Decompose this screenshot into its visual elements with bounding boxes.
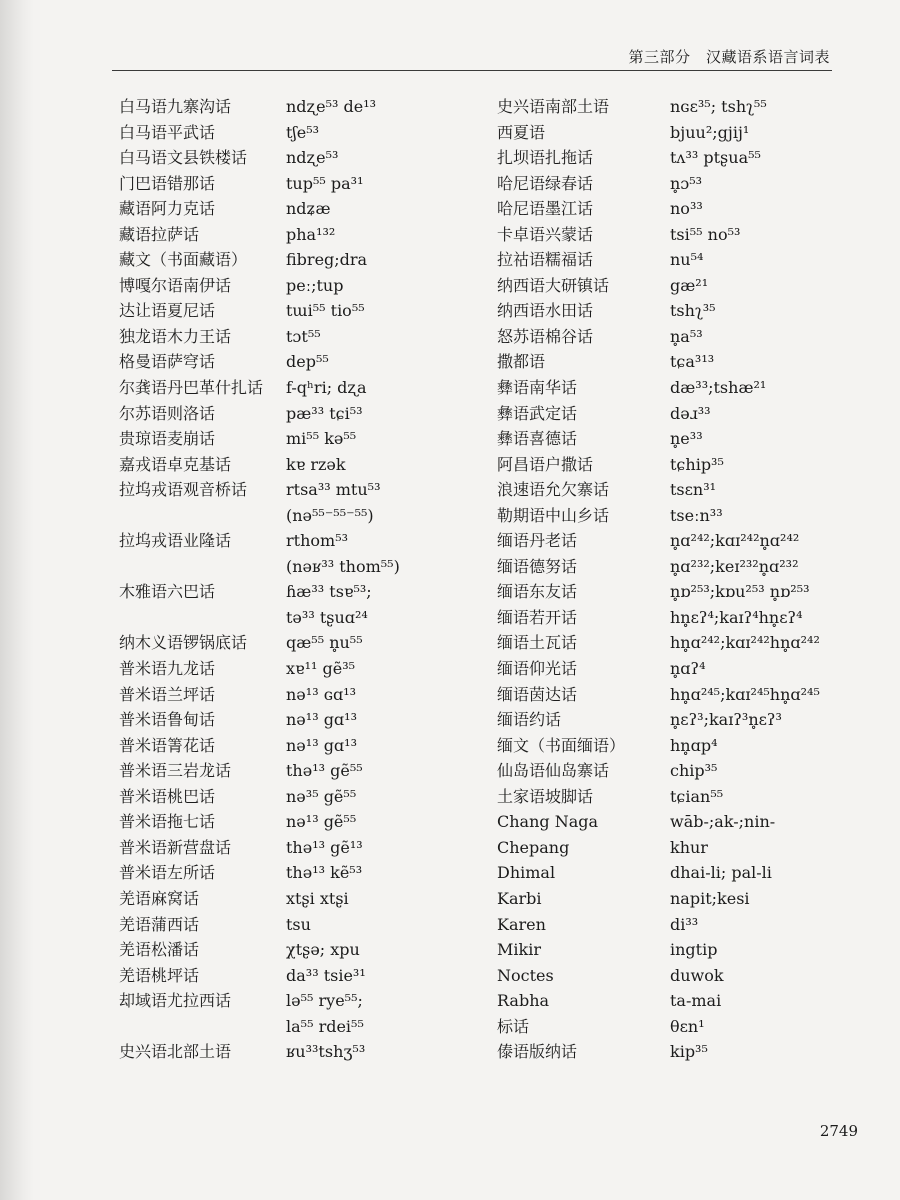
entry-row [497, 758, 820, 784]
language-name: 普米语鲁甸话 [119, 710, 216, 730]
entry-row [497, 273, 820, 299]
entry-row [119, 94, 400, 120]
language-name: 羌语麻窝话 [119, 888, 200, 908]
language-name: 普米语箐花话 [119, 735, 216, 755]
language-name: 尔苏语则洛话 [119, 403, 216, 423]
entry-row [119, 426, 400, 452]
word-form: kɐ rzək [286, 454, 346, 474]
entry-row [497, 503, 820, 529]
entry-row [119, 273, 400, 299]
entry-row [119, 809, 400, 835]
word-form: hn̥ɑ²⁴²;kɑɪ²⁴²hn̥ɑ²⁴² [670, 633, 820, 653]
language-name: 普米语九龙话 [119, 659, 216, 679]
entry-row [497, 835, 820, 861]
word-form: f-qʰri; dʐa [286, 378, 367, 398]
language-name: 普米语新营盘话 [119, 837, 232, 857]
word-form: ɦæ³³ tsɐ⁵³; [286, 582, 372, 602]
word-form: ndʐe⁵³ [286, 148, 339, 168]
entry-row [497, 120, 820, 146]
entry-row [497, 247, 820, 273]
language-name: 普米语兰坪话 [119, 684, 216, 704]
word-form: thə¹³ kẽ⁵³ [286, 863, 363, 883]
entry-row [119, 835, 400, 861]
language-name: 扎坝语扎拖话 [497, 148, 594, 168]
word-form: ʁu³³tshʒ⁵³ [286, 1042, 366, 1062]
entry-row [119, 860, 400, 886]
header-rule [112, 70, 832, 71]
language-name: 仙岛语仙岛寨话 [497, 761, 610, 781]
word-form: gæ²¹ [670, 275, 709, 295]
word-form: n̥a⁵³ [670, 326, 703, 346]
entry-row [119, 324, 400, 350]
word-form: n̥ɒ²⁵³;kɒu²⁵³ n̥ɒ²⁵³ [670, 582, 810, 602]
word-form: kip³⁵ [670, 1042, 708, 1062]
language-name: 史兴语北部土语 [119, 1042, 232, 1062]
word-form: pha¹³² [286, 224, 336, 244]
word-form: rthom⁵³ [286, 531, 349, 551]
left-column [119, 94, 400, 1065]
entry-row [497, 733, 820, 759]
entry-row [497, 784, 820, 810]
word-form: thə¹³ gẽ⁵⁵ [286, 761, 363, 781]
language-name: 缅语土瓦话 [497, 633, 578, 653]
language-name: 嘉戎语卓克基话 [119, 454, 232, 474]
entry-row [497, 222, 820, 248]
running-header: 第三部分 汉藏语系语言词表 [628, 48, 830, 66]
entry-row [497, 477, 820, 503]
word-form: nɢɛ³⁵; tshʅ⁵⁵ [670, 97, 767, 116]
language-name: 傣语版纳话 [497, 1042, 578, 1062]
language-name: 怒苏语棉谷话 [497, 326, 594, 346]
entry-row [497, 860, 820, 886]
language-name: 缅语仰光话 [497, 659, 578, 679]
entry-row [119, 912, 400, 938]
word-form: tɕa³¹³ [670, 352, 715, 372]
word-form: tɕian⁵⁵ [670, 786, 724, 806]
entry-row [497, 988, 820, 1014]
entry-row [497, 707, 820, 733]
language-name: 浪速语允欠寨话 [497, 480, 610, 500]
word-form: la⁵⁵ rdei⁵⁵ [286, 1016, 364, 1036]
word-form: tɕhip³⁵ [670, 454, 724, 474]
entry-row [119, 886, 400, 912]
entry-row [119, 222, 400, 248]
word-form: nu⁵⁴ [670, 250, 704, 270]
language-name: 却域语尤拉西话 [119, 991, 232, 1011]
word-form: qæ⁵⁵ n̥u⁵⁵ [286, 633, 363, 653]
word-form: tʃe⁵³ [286, 122, 320, 142]
language-name: Karbi [497, 888, 542, 908]
entry-row [119, 630, 400, 656]
word-form: tsɛn³¹ [670, 480, 717, 500]
entry-row [497, 682, 820, 708]
word-form: tshʅ³⁵ [670, 301, 716, 321]
language-name: 羌语松潘话 [119, 940, 200, 960]
entry-row [497, 630, 820, 656]
word-form: di³³ [670, 914, 699, 934]
language-name: Karen [497, 914, 546, 934]
entry-row [119, 579, 400, 605]
word-form: xtʂi xtʂi [286, 888, 349, 908]
entry-row [119, 758, 400, 784]
entry-row [119, 375, 400, 401]
word-form: ndʑæ [286, 199, 331, 219]
language-name: 门巴语错那话 [119, 173, 216, 193]
word-form: hn̥ɑ²⁴⁵;kɑɪ²⁴⁵hn̥ɑ²⁴⁵ [670, 684, 820, 704]
word-form: chip³⁵ [670, 761, 718, 781]
entry-row [119, 298, 400, 324]
entry-row [119, 401, 400, 427]
entry-row [497, 196, 820, 222]
language-name: 缅文（书面缅语） [497, 735, 626, 755]
language-name: 藏文（书面藏语） [119, 250, 248, 270]
language-name: 普米语拖七话 [119, 812, 216, 832]
language-name [119, 1014, 286, 1040]
language-name: 藏语阿力克话 [119, 199, 216, 219]
entry-row [119, 605, 400, 631]
word-form: rtsa³³ mtu⁵³ [286, 480, 381, 500]
page-gutter-shadow [0, 0, 34, 1200]
entry-row [119, 247, 400, 273]
word-form: dhai-li; pal-li [670, 863, 772, 883]
word-form: nə³⁵ gẽ⁵⁵ [286, 786, 357, 806]
word-form: nə¹³ gɑ¹³ [286, 710, 357, 730]
word-form: tə³³ tʂuɑ²⁴ [286, 607, 368, 627]
entry-row [119, 733, 400, 759]
language-name: Chang Naga [497, 812, 599, 832]
word-form: fibreg;dra [286, 250, 368, 270]
language-name: 羌语蒲西话 [119, 914, 200, 934]
language-name: 白马语文县铁楼话 [119, 148, 248, 168]
entry-row [119, 1014, 400, 1040]
language-name: 缅语德努话 [497, 556, 578, 576]
entry-row [497, 145, 820, 171]
language-name: 哈尼语绿春话 [497, 173, 594, 193]
entry-row [119, 963, 400, 989]
word-form: nə¹³ gẽ⁵⁵ [286, 812, 357, 832]
language-name [119, 554, 286, 580]
entry-row [497, 528, 820, 554]
word-form: dəɹ³³ [670, 403, 711, 423]
entry-row [497, 963, 820, 989]
entry-row [497, 809, 820, 835]
word-form: tʌ³³ ptʂua⁵⁵ [670, 148, 761, 168]
language-name: 博嘎尔语南伊话 [119, 275, 232, 295]
language-name: 羌语桃坪话 [119, 965, 200, 985]
word-form: mi⁵⁵ kə⁵⁵ [286, 429, 357, 449]
word-form: bjuu²;gjij¹ [670, 122, 750, 142]
entry-row [497, 912, 820, 938]
word-form: ndʐe⁵³ de¹³ [286, 97, 377, 116]
entry-row [119, 682, 400, 708]
word-form: ingtip [670, 940, 718, 960]
language-name: Chepang [497, 837, 570, 857]
entry-row [119, 349, 400, 375]
word-form: tup⁵⁵ pa³¹ [286, 173, 364, 193]
word-form: ta-mai [670, 991, 722, 1011]
language-name: 彝语南华话 [497, 378, 578, 398]
entry-row [497, 349, 820, 375]
entry-row [119, 937, 400, 963]
word-form: nə¹³ gɑ¹³ [286, 735, 357, 755]
word-form: pæ³³ tɕi⁵³ [286, 403, 363, 423]
word-form: n̥ɑ²³²;keɪ²³²n̥ɑ²³² [670, 556, 799, 576]
language-name: 缅语若开话 [497, 607, 578, 627]
entry-row [119, 145, 400, 171]
word-form: (nə⁵⁵⁻⁵⁵⁻⁵⁵) [286, 505, 374, 525]
right-column [497, 94, 820, 1065]
entry-row [497, 375, 820, 401]
word-form: xɐ¹¹ gẽ³⁵ [286, 659, 356, 679]
language-name: 格曼语萨穹话 [119, 352, 216, 372]
entry-row [497, 579, 820, 605]
language-name: 独龙语木力王话 [119, 326, 232, 346]
entry-row [119, 503, 400, 529]
page-number: 2749 [819, 1122, 858, 1140]
language-name: 尔龚语丹巴革什扎话 [119, 378, 264, 398]
word-form: (nəʁ³³ thom⁵⁵) [286, 556, 400, 576]
word-form: duwok [670, 965, 724, 985]
word-form: n̥ɑ²⁴²;kɑɪ²⁴²n̥ɑ²⁴² [670, 531, 800, 551]
language-name: 拉坞戎语业隆话 [119, 531, 232, 551]
language-name: 卡卓语兴蒙话 [497, 224, 594, 244]
word-form: thə¹³ gẽ¹³ [286, 837, 363, 857]
entry-row [497, 937, 820, 963]
entry-row [119, 784, 400, 810]
language-name: 缅语东友话 [497, 582, 578, 602]
word-form: n̥ɔ⁵³ [670, 173, 703, 193]
entry-row [119, 988, 400, 1014]
language-name: Mikir [497, 940, 541, 960]
language-name: 标话 [497, 1016, 530, 1036]
entry-row [497, 1039, 820, 1065]
entry-row [119, 196, 400, 222]
language-name: 勒期语中山乡话 [497, 505, 610, 525]
language-name: 土家语坡脚话 [497, 786, 594, 806]
word-form: hn̥ɛʔ⁴;kaɪʔ⁴hn̥ɛʔ⁴ [670, 607, 803, 627]
language-name: Noctes [497, 965, 554, 985]
language-name: 拉祜语糯福话 [497, 250, 594, 270]
language-name: 贵琼语麦崩话 [119, 429, 216, 449]
word-form: peː;tup [286, 275, 344, 295]
entry-row [497, 1014, 820, 1040]
language-name: 哈尼语墨江话 [497, 199, 594, 219]
language-name: 纳西语大研镇话 [497, 275, 610, 295]
language-name: 普米语三岩龙话 [119, 761, 232, 781]
word-form: wāb-;ak-;nin- [670, 812, 776, 832]
word-form: lə⁵⁵ rye⁵⁵; [286, 991, 363, 1011]
language-name: 纳西语水田话 [497, 301, 594, 321]
entry-row [119, 554, 400, 580]
language-name: 普米语左所话 [119, 863, 216, 883]
language-name: Rabha [497, 991, 550, 1011]
language-name: 纳木义语锣锅底话 [119, 633, 248, 653]
word-form: tɔt⁵⁵ [286, 326, 321, 346]
language-name: 达让语夏尼话 [119, 301, 216, 321]
entry-row [497, 171, 820, 197]
word-form: θɛn¹ [670, 1016, 705, 1036]
language-name: 彝语喜德话 [497, 429, 578, 449]
language-name: 阿昌语户撒话 [497, 454, 594, 474]
language-name: 彝语武定话 [497, 403, 578, 423]
entry-row [119, 171, 400, 197]
entry-row [497, 656, 820, 682]
word-form: hn̥ɑp⁴ [670, 735, 718, 755]
entry-row [119, 120, 400, 146]
language-name [119, 605, 286, 631]
word-form: da³³ tsie³¹ [286, 965, 366, 985]
word-form: tsu [286, 914, 311, 934]
language-name: Dhimal [497, 863, 556, 883]
word-form: napit;kesi [670, 888, 750, 908]
entry-row [119, 1039, 400, 1065]
entry-row [497, 401, 820, 427]
word-form: dæ³³;tshæ²¹ [670, 378, 767, 398]
word-form: n̥e³³ [670, 429, 703, 449]
entry-row [497, 298, 820, 324]
language-name: 西夏语 [497, 122, 546, 142]
entry-row [497, 324, 820, 350]
entry-row [497, 94, 820, 120]
entry-row [497, 426, 820, 452]
entry-row [497, 605, 820, 631]
entry-row [119, 477, 400, 503]
word-form: n̥ɛʔ³;kaɪʔ³n̥ɛʔ³ [670, 710, 782, 730]
language-name: 白马语九寨沟话 [119, 97, 232, 116]
entry-row [497, 886, 820, 912]
language-name: 缅语丹老话 [497, 531, 578, 551]
word-form: χtʂə; xpu [286, 940, 360, 960]
word-form: dep⁵⁵ [286, 352, 329, 372]
entry-row [119, 707, 400, 733]
entry-row [119, 528, 400, 554]
language-name [119, 503, 286, 529]
language-name: 拉坞戎语观音桥话 [119, 480, 248, 500]
word-form: tsi⁵⁵ no⁵³ [670, 224, 741, 244]
entry-row [497, 554, 820, 580]
word-form: tɯi⁵⁵ tio⁵⁵ [286, 301, 365, 321]
word-form: tseːn³³ [670, 505, 723, 525]
language-name: 藏语拉萨话 [119, 224, 200, 244]
entry-row [119, 656, 400, 682]
entry-row [119, 452, 400, 478]
word-form: no³³ [670, 199, 703, 219]
language-name: 普米语桃巴话 [119, 786, 216, 806]
language-name: 白马语平武话 [119, 122, 216, 142]
language-name: 木雅语六巴话 [119, 582, 216, 602]
language-name: 缅语茵达话 [497, 684, 578, 704]
word-form: nə¹³ ɢɑ¹³ [286, 684, 357, 704]
entry-row [497, 452, 820, 478]
language-name: 撒都语 [497, 352, 546, 372]
word-form: khur [670, 837, 708, 857]
language-name: 史兴语南部土语 [497, 97, 610, 116]
word-form: n̥ɑʔ⁴ [670, 659, 706, 679]
language-name: 缅语约话 [497, 710, 562, 730]
